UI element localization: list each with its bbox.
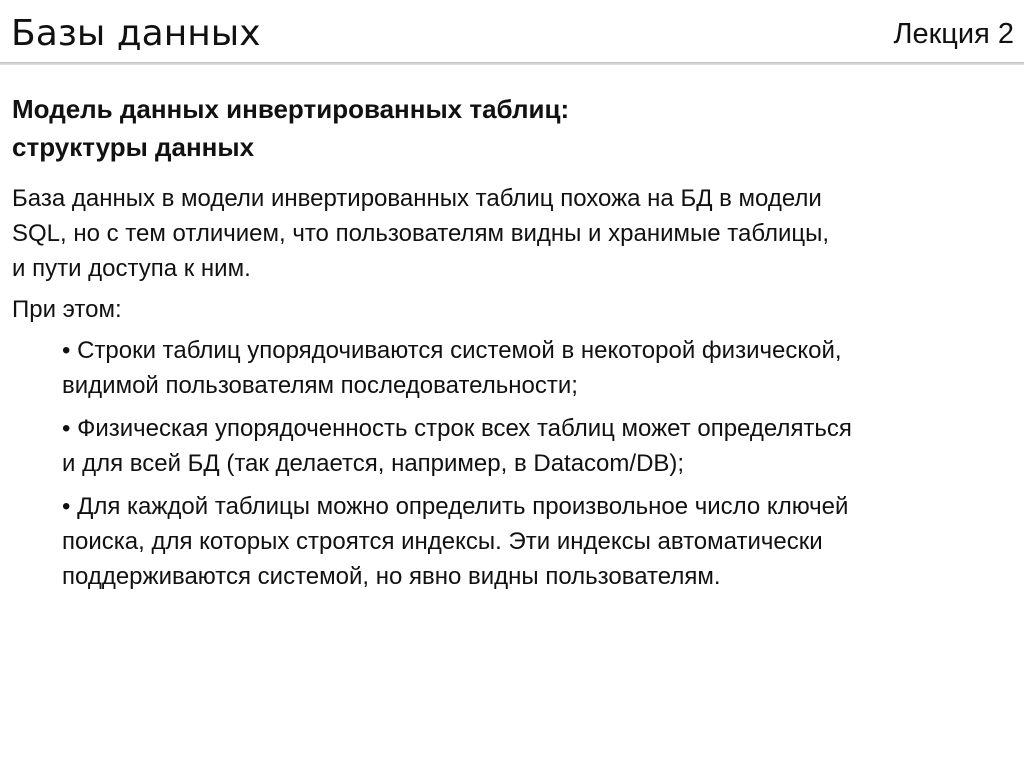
bullet-line: поддерживаются системой, но явно видны пользователям.: [62, 563, 721, 590]
intro-line: SQL, но с тем отличием, что пользователям видны и хранимые таблицы,: [12, 220, 830, 247]
intro-line: База данных в модели инвертированных таблиц похожа на БД в модели: [12, 185, 822, 212]
lecture-label: Лекция 2: [893, 18, 1014, 50]
bullet-line: и для всей БД (так делается, например, в Datacom/DB);: [62, 450, 685, 477]
slide-heading: [12, 90, 1012, 166]
bullet-list: [12, 333, 1017, 594]
bullet-line: видимой пользователям последовательности;: [62, 372, 578, 399]
bullet-item: [62, 333, 1017, 403]
slide-body: [12, 181, 1017, 594]
bullet-line: • Строки таблиц упорядочиваются системой в некоторой физической,: [62, 337, 842, 364]
intro-paragraph: [12, 181, 1017, 286]
header-divider: [0, 62, 1024, 65]
course-title: Базы данных: [11, 13, 261, 54]
bullet-line: • Для каждой таблицы можно определить произвольное число ключей: [62, 493, 849, 520]
slide-heading-line: структуры данных: [12, 132, 255, 162]
lead-in-text: При этом:: [12, 296, 122, 323]
bullet-line: поиска, для которых строятся индексы. Эти индексы автоматически: [62, 528, 823, 555]
bullet-line: • Физическая упорядоченность строк всех таблиц может определяться: [62, 415, 852, 442]
bullet-item: [62, 411, 1017, 481]
slide-header: [0, 0, 1024, 62]
intro-line: и пути доступа к ним.: [12, 255, 251, 282]
slide-heading-line: Модель данных инвертированных таблиц:: [12, 94, 570, 124]
bullet-item: [62, 489, 1017, 594]
